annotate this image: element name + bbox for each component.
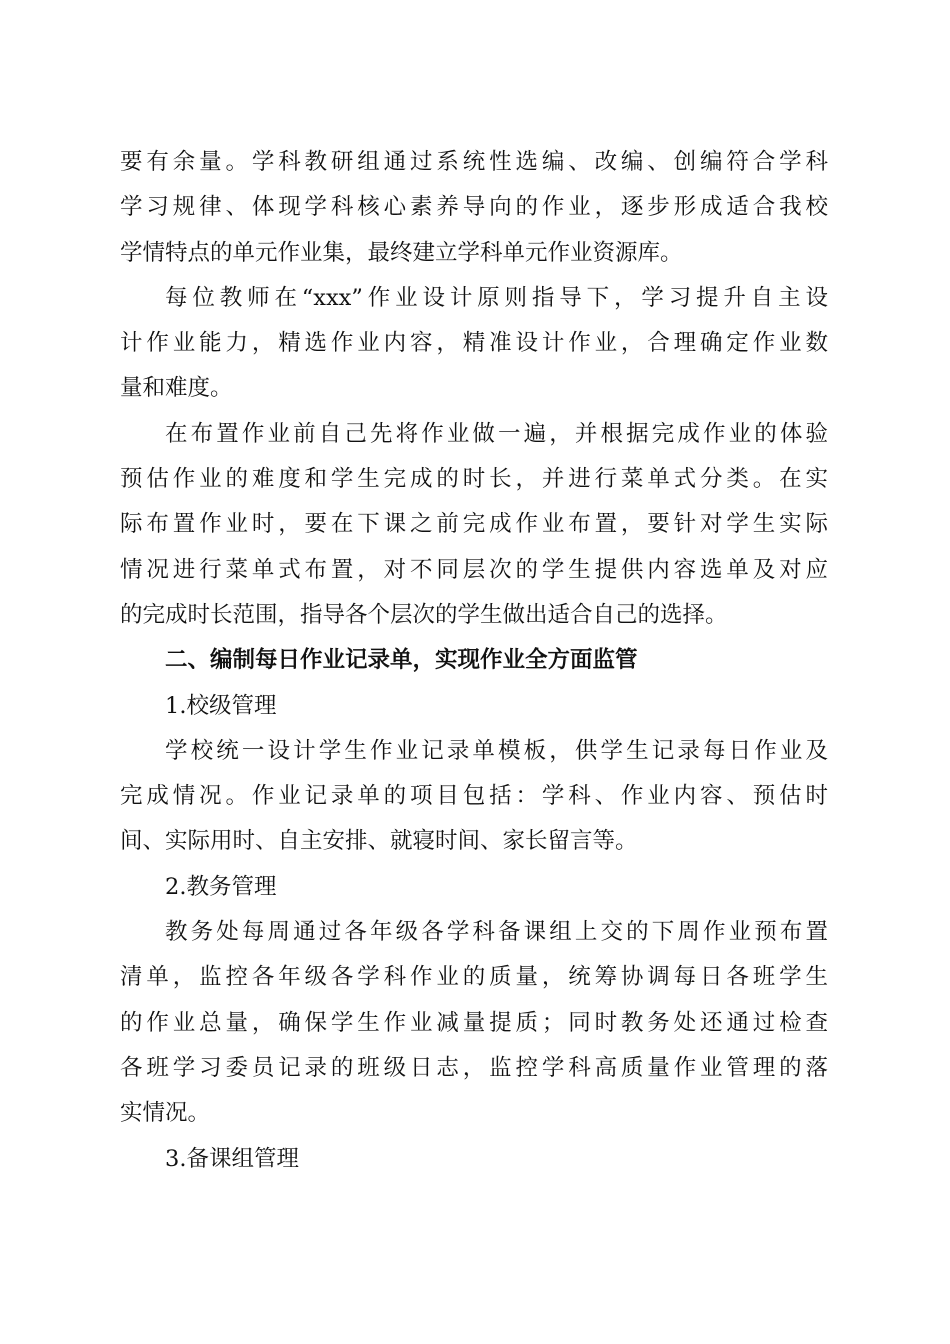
paragraph-line: 各班学习委员记录的班级日志，监控学科高质量作业管理的落 <box>120 1054 828 1081</box>
section-heading: 二、编制每日作业记录单，实现作业全方面监管 <box>165 647 638 674</box>
paragraph-line: 实情况。 <box>120 1100 211 1127</box>
paragraph-line: 间、实际用时、自主安排、就寝时间、家长留言等。 <box>120 828 638 855</box>
subsection-heading: 2.教务管理 <box>165 873 277 900</box>
paragraph-line: 要有余量。学科教研组通过系统性选编、改编、创编符合学科 <box>120 149 828 175</box>
paragraph-line: 际布置作业时，要在下课之前完成作业布置，要针对学生实际 <box>120 511 828 538</box>
paragraph-line: 情况进行菜单式布置，对不同层次的学生提供内容选单及对应 <box>120 556 828 583</box>
subsection-heading: 3.备课组管理 <box>165 1145 299 1172</box>
paragraph-line: 学校统一设计学生作业记录单模板，供学生记录每日作业及 <box>165 737 828 764</box>
paragraph-line: 学情特点的单元作业集，最终建立学科单元作业资源库。 <box>120 239 683 266</box>
paragraph-line: 的作业总量，确保学生作业减量提质；同时教务处还通过检查 <box>120 1009 828 1036</box>
document-body <box>120 140 828 1182</box>
subsection-heading: 1.校级管理 <box>165 692 277 719</box>
paragraph-line: 清单，监控各年级各学科作业的质量，统筹协调每日各班学生 <box>120 964 828 991</box>
paragraph-line: 完成情况。作业记录单的项目包括：学科、作业内容、预估时 <box>120 783 828 810</box>
paragraph-line: 在布置作业前自己先将作业做一遍，并根据完成作业的体验 <box>165 420 828 447</box>
paragraph-line: 每位教师在“xxx”作业设计原则指导下，学习提升自主设 <box>165 284 828 311</box>
paragraph-line: 量和难度。 <box>120 375 233 402</box>
paragraph-line: 学习规律、体现学科核心素养导向的作业，逐步形成适合我校 <box>120 194 828 221</box>
paragraph-line: 计作业能力，精选作业内容，精准设计作业，合理确定作业数 <box>120 330 828 357</box>
paragraph-line: 预估作业的难度和学生完成的时长，并进行菜单式分类。在实 <box>120 466 828 493</box>
paragraph-line: 教务处每周通过各年级各学科备课组上交的下周作业预布置 <box>165 919 828 946</box>
paragraph-line: 的完成时长范围，指导各个层次的学生做出适合自己的选择。 <box>120 601 728 628</box>
